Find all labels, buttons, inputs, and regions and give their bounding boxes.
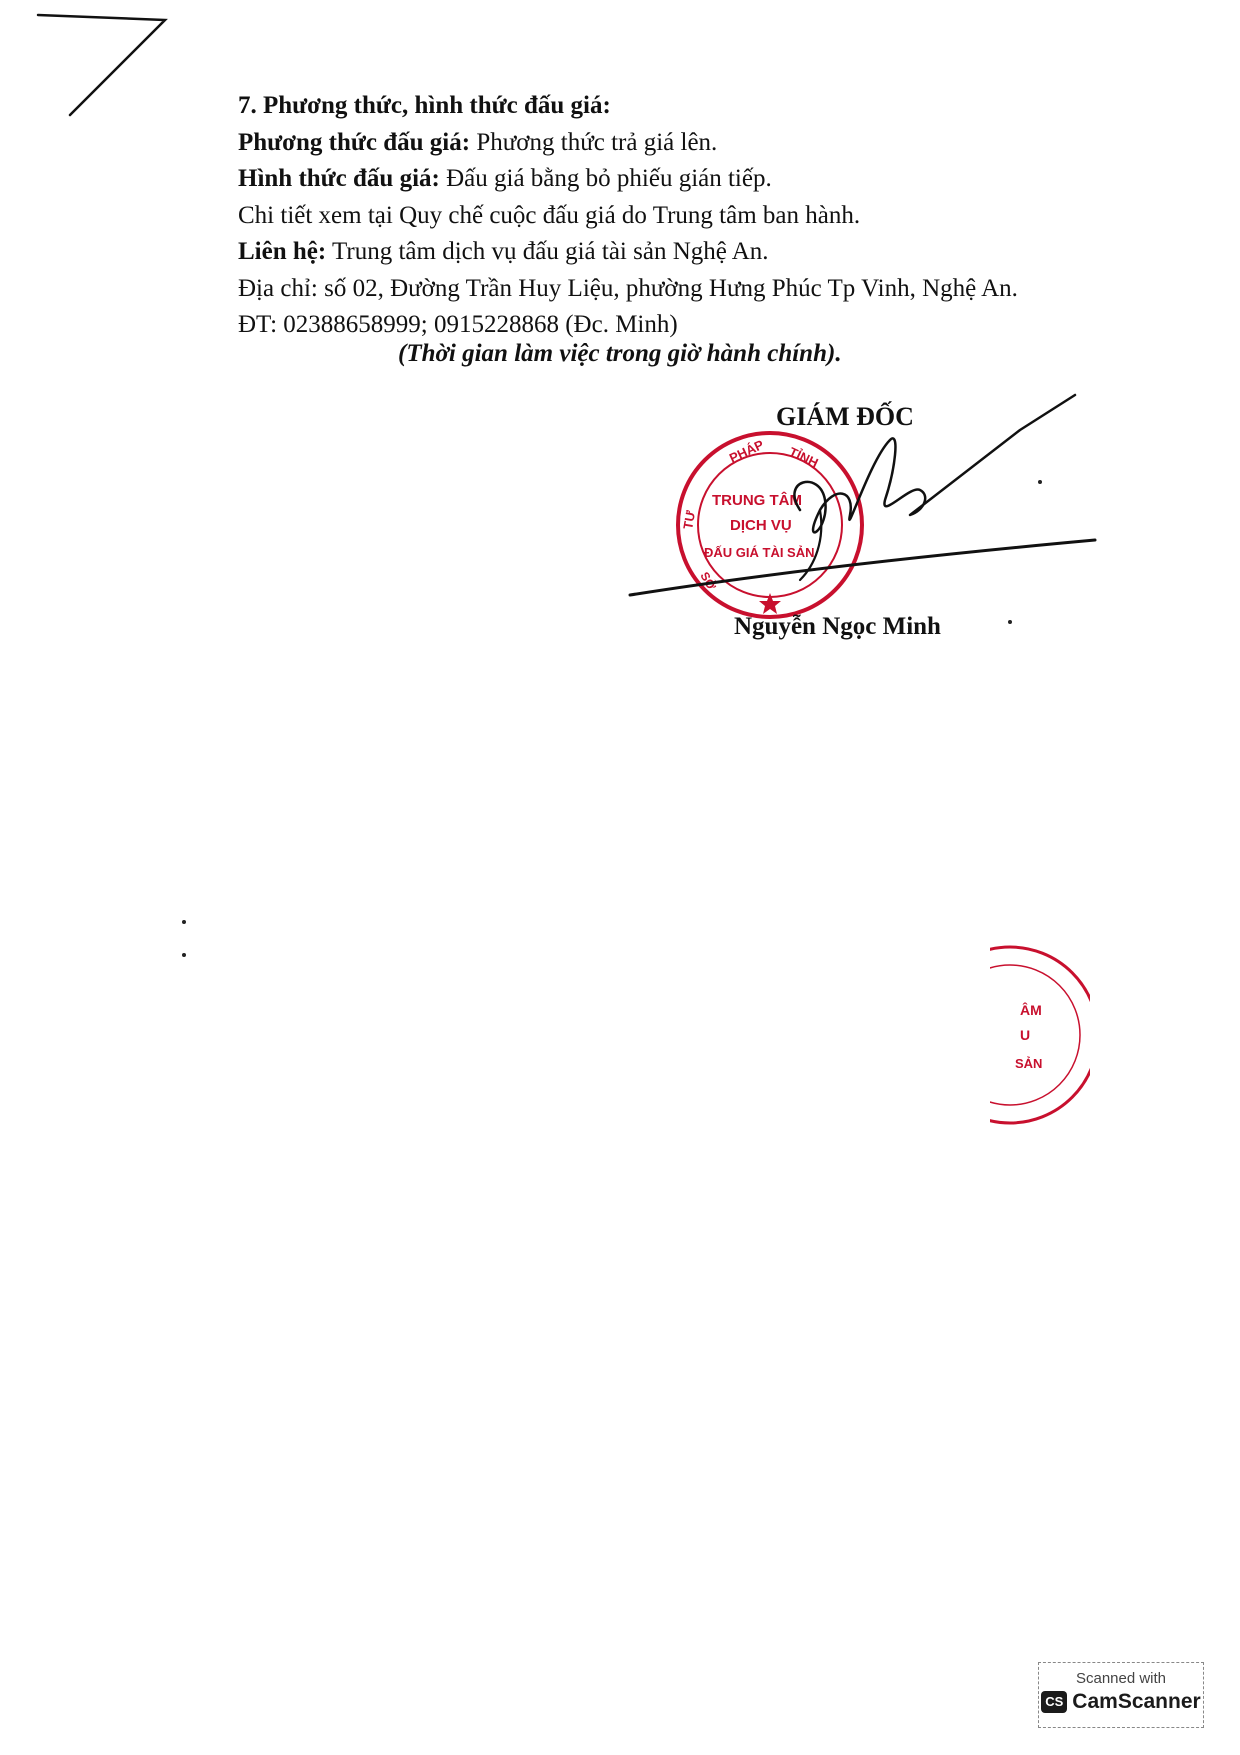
address-line: Địa chỉ: số 02, Đường Trần Huy Liệu, phường Hưng Phúc Tp Vinh, Nghệ An.	[238, 274, 1018, 302]
speck	[1038, 480, 1042, 484]
camscanner-brand	[1039, 1690, 1203, 1714]
handwritten-signature	[620, 390, 1100, 610]
form-label: Hình thức đấu giá:	[238, 165, 440, 192]
svg-text:U: U	[1020, 1027, 1031, 1043]
partial-seal-imprint	[990, 940, 1090, 1130]
method-value: Phương thức trả giá lên.	[470, 128, 718, 156]
handwritten-corner-mark	[30, 5, 180, 135]
seal-line-1: TRUNG TÂM	[712, 492, 802, 509]
director-title: GIÁM ĐỐC	[776, 402, 914, 431]
camscanner-badge	[1038, 1662, 1204, 1728]
details-line: Chi tiết xem tại Quy chế cuộc đấu giá do Trung tâm ban hành.	[238, 201, 861, 229]
speck	[1008, 620, 1012, 624]
speck	[182, 920, 186, 924]
form-value: Đấu giá bằng bỏ phiếu gián tiếp.	[439, 165, 772, 192]
auction-method-section	[238, 88, 1138, 344]
method-label: Phương thức đấu giá:	[238, 128, 471, 156]
form-line	[238, 161, 1138, 198]
svg-text:ÂM: ÂM	[1020, 1002, 1042, 1018]
section-heading: 7. Phương thức, hình thức đấu giá:	[238, 92, 611, 119]
seal-left-text: TƯ	[680, 509, 699, 531]
seal-bottom-left-text: SỞ	[697, 569, 719, 593]
speck	[182, 953, 186, 957]
method-line	[238, 125, 1138, 162]
seal-top-text: PHÁP	[726, 436, 767, 466]
scanned-with-label: Scanned with	[1075, 1670, 1167, 1687]
camscanner-name: CamScanner	[1072, 1690, 1201, 1713]
phone-line: ĐT: 02388658999; 0915228868 (Đc. Minh)	[238, 311, 678, 338]
contact-value: Trung tâm dịch vụ đấu giá tài sản Nghệ An.	[326, 238, 769, 265]
camscanner-logo-icon: CS	[1041, 1691, 1067, 1713]
working-hours-note: (Thời gian làm việc trong giờ hành chính).	[398, 340, 842, 367]
contact-line	[238, 234, 1138, 271]
signer-name: Nguyễn Ngọc Minh	[734, 613, 941, 640]
svg-text:SẢN: SẢN	[1015, 1056, 1043, 1071]
contact-label: Liên hệ:	[238, 238, 327, 265]
seal-line-2: DỊCH VỤ	[730, 517, 792, 534]
seal-line-3: ĐẤU GIÁ TÀI SẢN	[704, 545, 815, 560]
seal-top-right-text: TỈNH	[786, 444, 821, 471]
